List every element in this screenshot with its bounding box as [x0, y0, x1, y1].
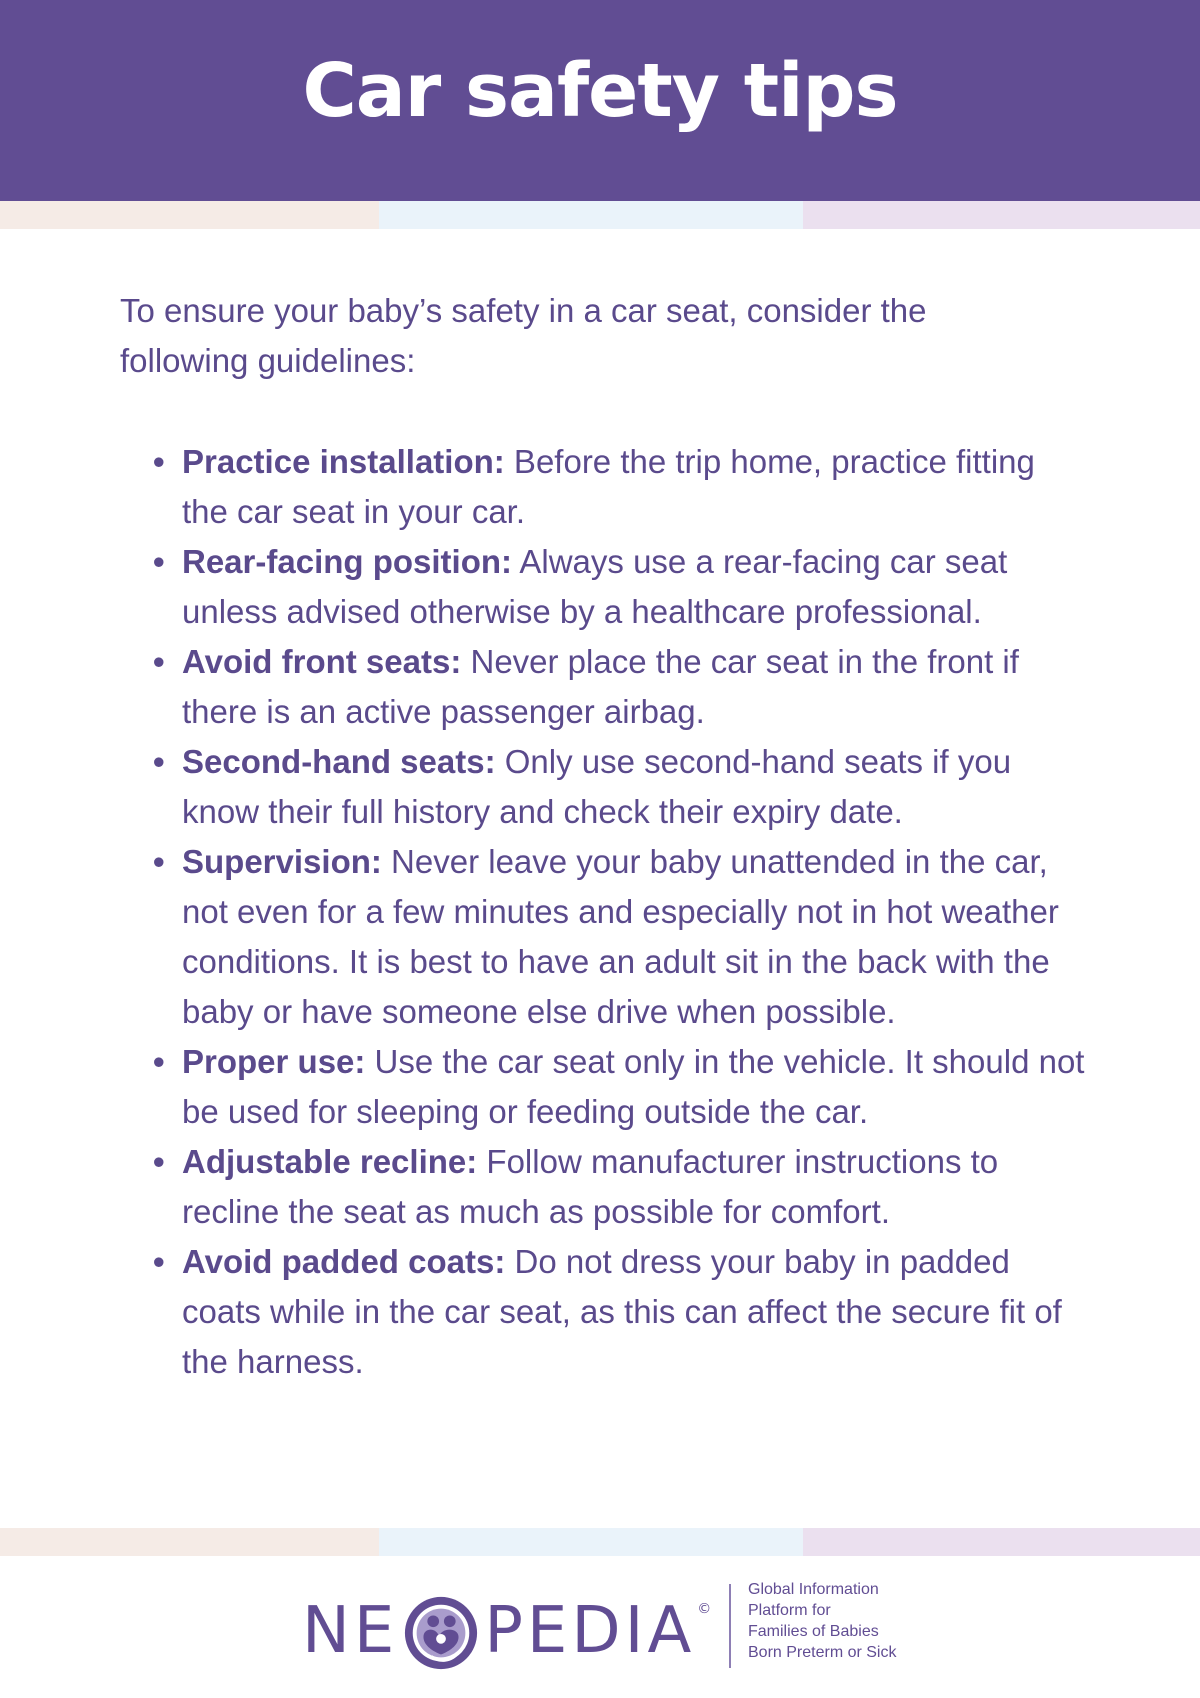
tip-item — [153, 1037, 1087, 1137]
tip-text: Always use a rear-facing car seat unless advised otherwise by a healthcare professional. — [182, 543, 1008, 630]
tagline-line: Families of Babies — [748, 1623, 879, 1640]
tip-text: Never place the car seat in the front if there is an active passenger airbag. — [182, 643, 1019, 730]
tagline-line: Global Information — [748, 1581, 879, 1598]
family-emblem-icon — [402, 1594, 480, 1672]
tip-item — [153, 1137, 1087, 1237]
tip-text: Only use second-hand seats if you know their full history and check their expiry date. — [182, 743, 1012, 830]
tip-term: Proper use: — [182, 1043, 366, 1080]
tip-item — [153, 437, 1087, 537]
tip-text: Do not dress your baby in padded coats while in the car seat, as this can affect the secure fit of the harness. — [182, 1243, 1062, 1380]
stripe-segment-lilac — [803, 1528, 1200, 1556]
bullet-icon: • — [153, 1243, 165, 1280]
bullet-icon: • — [153, 543, 165, 580]
tip-term: Avoid padded coats: — [182, 1243, 506, 1280]
tip-term: Avoid front seats: — [182, 643, 462, 680]
tip-text: Use the car seat only in the vehicle. It should not be used for sleeping or feeding outside the car. — [182, 1043, 1085, 1130]
tagline-line: Platform for — [748, 1602, 831, 1619]
stripe-segment-lilac — [803, 201, 1200, 229]
tip-term: Supervision: — [182, 843, 382, 880]
stripe-segment-peach — [0, 201, 379, 229]
tip-text: Before the trip home, practice fitting the car seat in your car. — [182, 443, 1035, 530]
tip-term: Adjustable recline: — [182, 1143, 478, 1180]
tip-item — [153, 637, 1087, 737]
stripe-segment-blue — [379, 201, 803, 229]
tips-list — [153, 437, 1087, 1387]
bullet-icon: • — [153, 443, 165, 480]
tip-text: Never leave your baby unattended in the car, not even for a few minutes and especially not in hot weather conditions. It is best to have an adult sit in the back with the baby or have someone else drive when possible. — [182, 843, 1059, 1030]
bullet-icon: • — [153, 1143, 165, 1180]
footer — [0, 1556, 1200, 1698]
neopedia-logo — [302, 1586, 711, 1676]
stripe-segment-peach — [0, 1528, 379, 1556]
tip-term: Rear-facing position: — [182, 543, 513, 580]
page-title: Car safety tips — [302, 47, 898, 134]
decorative-stripe-top — [0, 201, 1200, 229]
tip-item — [153, 537, 1087, 637]
bullet-icon: • — [153, 843, 165, 880]
tagline-line: Born Preterm or Sick — [748, 1644, 897, 1661]
tagline — [748, 1579, 896, 1663]
decorative-stripe-bottom — [0, 1528, 1200, 1556]
tip-item — [153, 837, 1087, 1037]
intro-paragraph: To ensure your baby’s safety in a car seat, consider the following guidelines: — [120, 292, 927, 379]
tip-term: Second-hand seats: — [182, 743, 496, 780]
tip-item — [153, 1237, 1087, 1387]
bullet-icon: • — [153, 743, 165, 780]
bullet-icon: • — [153, 1043, 165, 1080]
logo-text-left: NE — [302, 1594, 399, 1668]
tip-term: Practice installation: — [182, 443, 505, 480]
bullet-icon: • — [153, 643, 165, 680]
stripe-segment-blue — [379, 1528, 803, 1556]
header-banner — [0, 0, 1200, 201]
logo-divider — [729, 1584, 731, 1668]
copyright-mark: © — [697, 1601, 712, 1617]
tip-text: Follow manufacturer instructions to recline the seat as much as possible for comfort. — [182, 1143, 999, 1230]
tip-item — [153, 737, 1087, 837]
logo-text-right: PEDIA — [484, 1594, 696, 1668]
